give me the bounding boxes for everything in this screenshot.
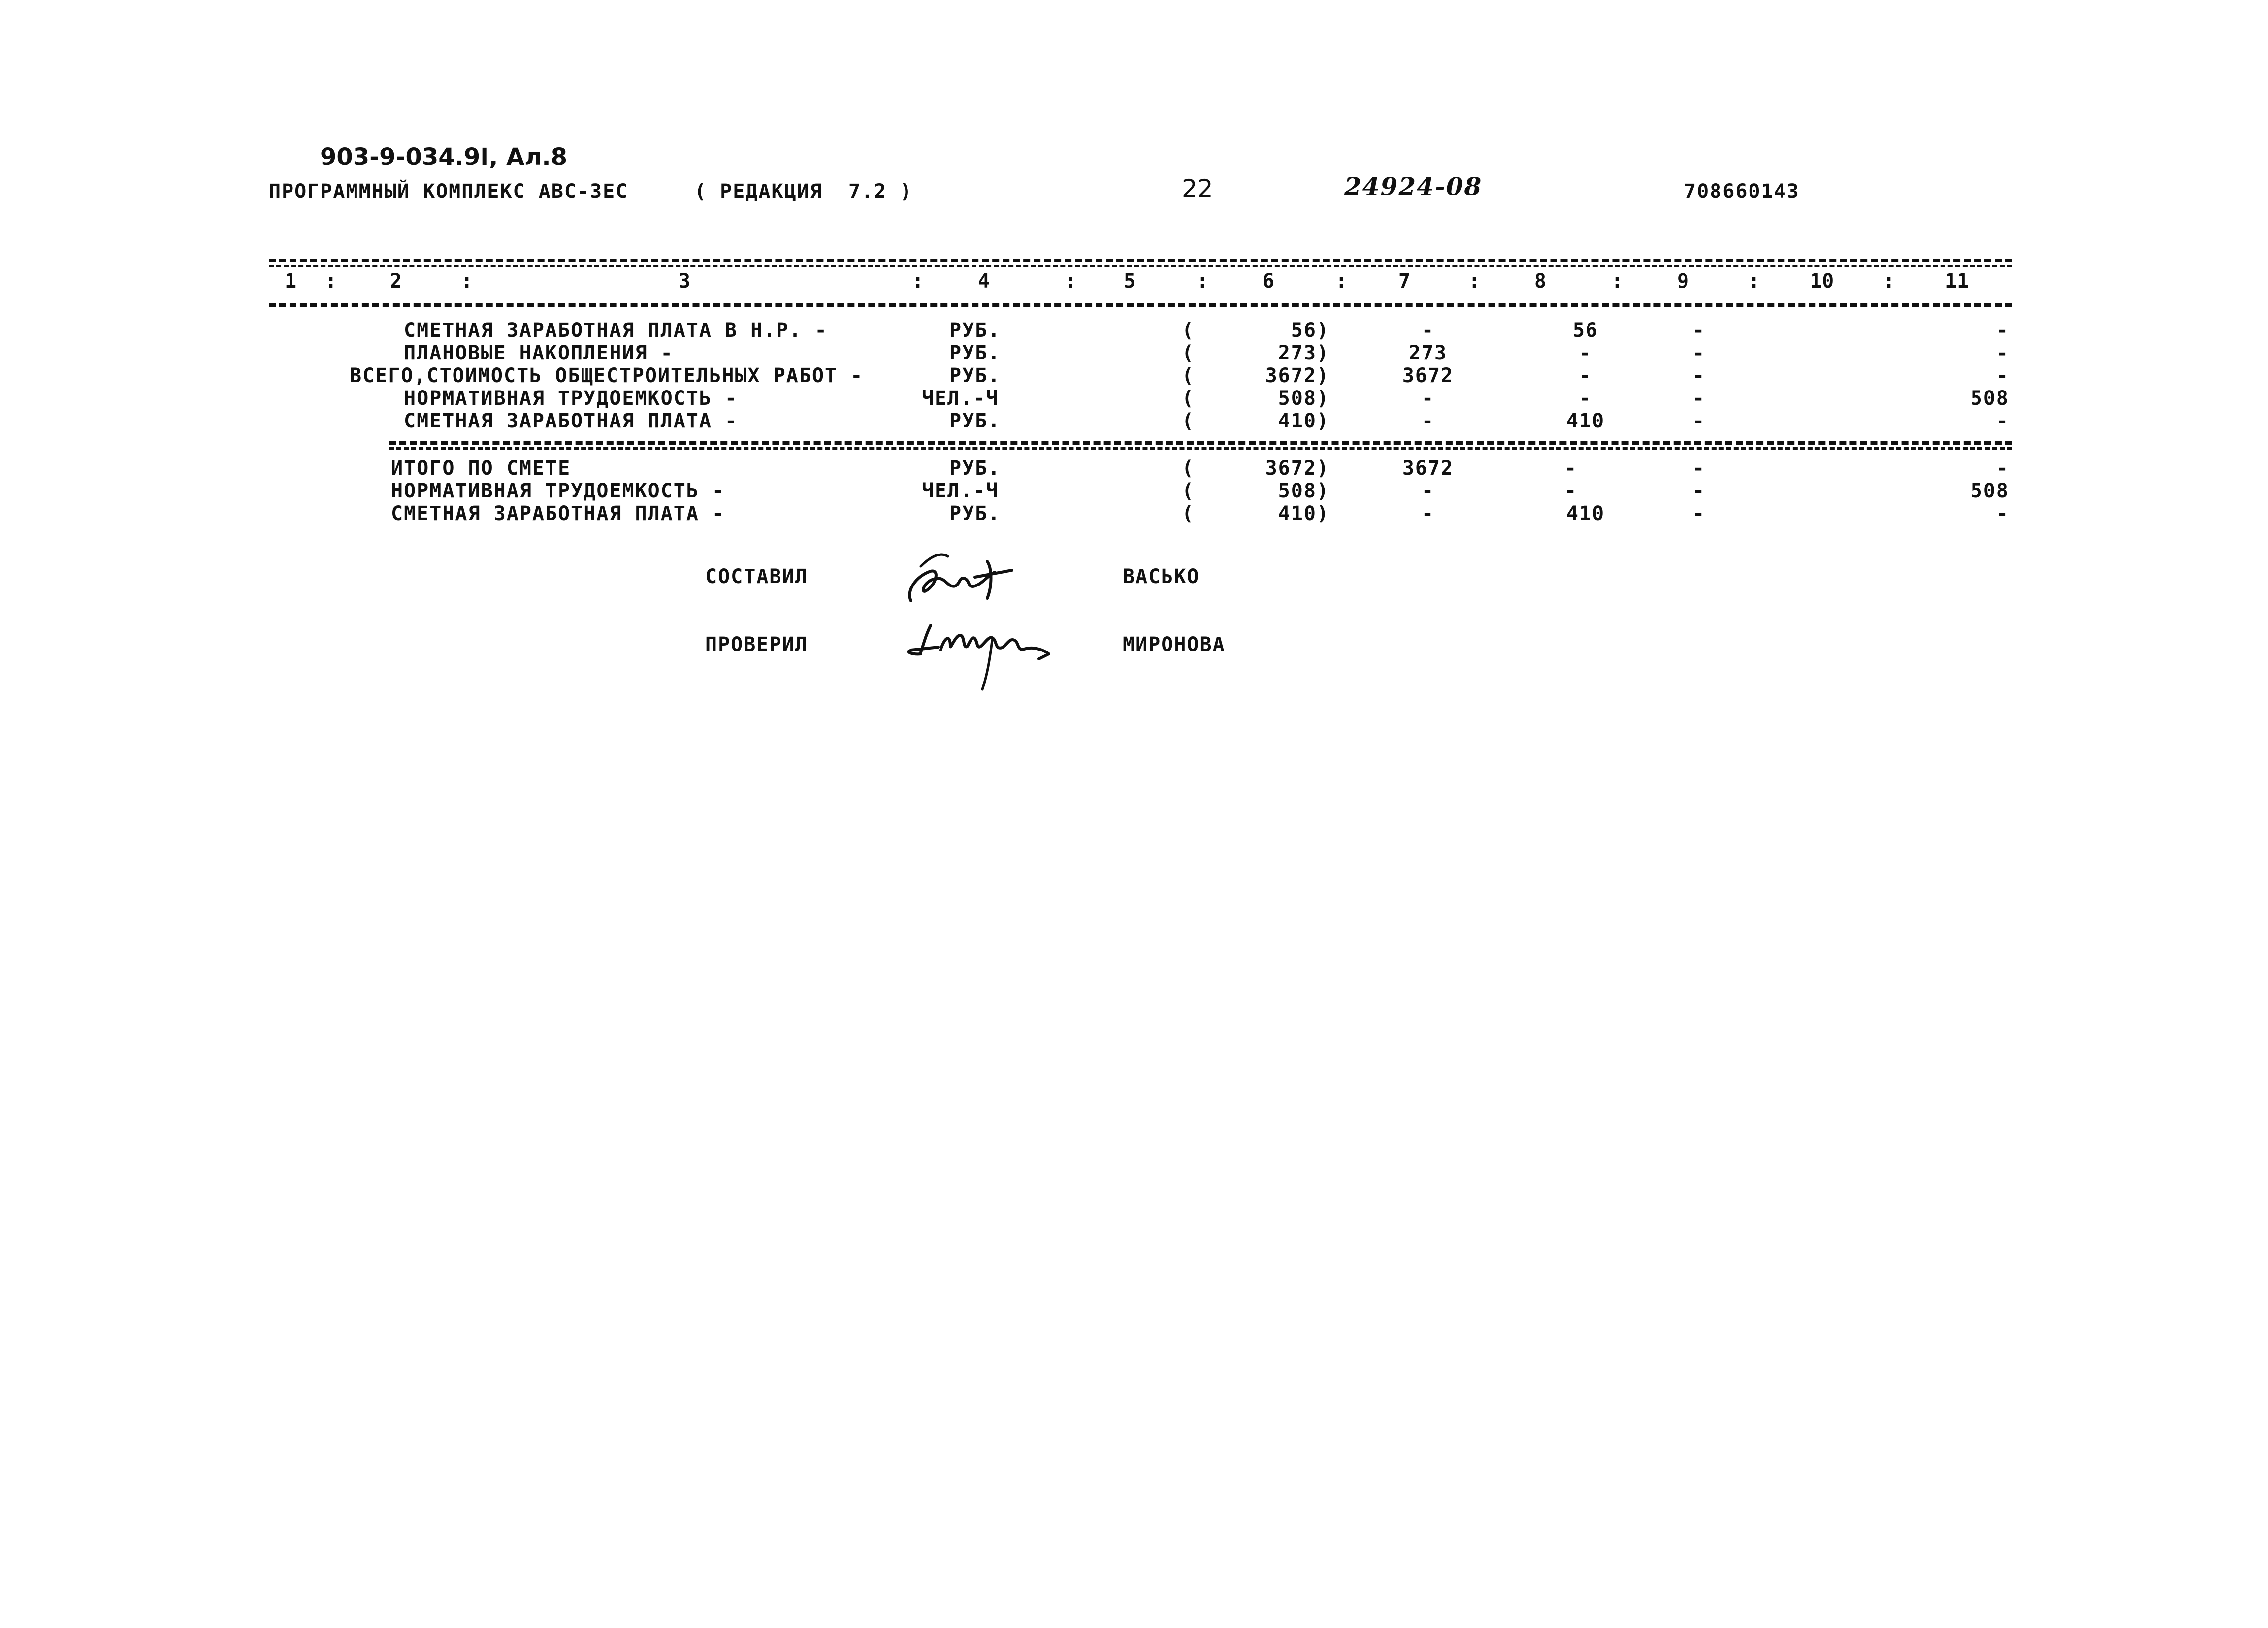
row-col7: 3672 [1402, 457, 1454, 480]
row-unit: РУБ. [949, 364, 1001, 387]
row-col9: - [1692, 364, 1706, 387]
column-separator: : [1883, 270, 1895, 293]
row-unit: РУБ. [949, 502, 1001, 525]
row-col8: 410 [1566, 502, 1605, 525]
column-separator: : [461, 270, 473, 293]
row-col6: 3672) [1265, 364, 1329, 387]
row-paren: ( [1182, 480, 1195, 502]
row-col9: - [1692, 480, 1706, 502]
row-col7: - [1421, 319, 1435, 342]
row-col11: - [1996, 457, 2009, 480]
section-divider-rule-2 [389, 447, 2012, 450]
signature-compiled [901, 542, 1024, 611]
row-col7: - [1421, 387, 1435, 410]
row-col8: - [1579, 387, 1592, 410]
row-unit: ЧЕЛ.-Ч [922, 387, 999, 410]
row-col6: 3672) [1265, 457, 1329, 480]
row-col6: 273) [1278, 342, 1329, 364]
column-number: 1 [285, 270, 297, 293]
row-name: НОРМАТИВНАЯ ТРУДОЕМКОСТЬ - [404, 387, 738, 410]
row-col9: - [1692, 457, 1706, 480]
page-number: 22 [1182, 174, 1213, 203]
row-paren: ( [1182, 364, 1195, 387]
row-unit: РУБ. [949, 319, 1001, 342]
column-number: 7 [1398, 270, 1411, 293]
table-top-rule-2 [269, 265, 2012, 267]
row-col11: - [1996, 319, 2009, 342]
table-top-rule [269, 259, 2012, 262]
row-paren: ( [1182, 410, 1195, 432]
row-paren: ( [1182, 319, 1195, 342]
row-col6: 508) [1278, 480, 1329, 502]
row-col6: 410) [1278, 502, 1329, 525]
row-name: ИТОГО ПО СМЕТЕ [391, 457, 571, 480]
row-col11: - [1996, 410, 2009, 432]
row-name: СМЕТНАЯ ЗАРАБОТНАЯ ПЛАТА - [404, 410, 738, 432]
column-separator: : [1748, 270, 1760, 293]
row-col7: 3672 [1402, 364, 1454, 387]
row-col6: 56) [1291, 319, 1329, 342]
row-unit: РУБ. [949, 457, 1001, 480]
row-col6: 410) [1278, 410, 1329, 432]
column-number: 9 [1677, 270, 1689, 293]
column-separator: : [325, 270, 337, 293]
row-col7: - [1421, 480, 1435, 502]
row-unit: РУБ. [949, 410, 1001, 432]
column-separator: : [912, 270, 924, 293]
row-col8: 410 [1566, 410, 1605, 432]
compiled-by-name: ВАСЬКО [1123, 565, 1200, 588]
row-col9: - [1692, 387, 1706, 410]
row-col7: - [1421, 502, 1435, 525]
column-separator: : [1065, 270, 1077, 293]
column-number: 3 [679, 270, 691, 293]
row-col7: - [1421, 410, 1435, 432]
column-separator: : [1197, 270, 1209, 293]
column-number: 4 [978, 270, 990, 293]
row-col8: - [1579, 364, 1592, 387]
column-number: 2 [390, 270, 402, 293]
column-separator: : [1468, 270, 1481, 293]
row-name: СМЕТНАЯ ЗАРАБОТНАЯ ПЛАТА В Н.Р. - [404, 319, 828, 342]
row-col8: - [1579, 342, 1592, 364]
row-col8: - [1564, 480, 1578, 502]
row-col11: 508 [1970, 480, 2009, 502]
row-col11: - [1996, 342, 2009, 364]
row-col7: 273 [1408, 342, 1448, 364]
column-separator: : [1335, 270, 1348, 293]
row-col9: - [1692, 502, 1706, 525]
row-name: НОРМАТИВНАЯ ТРУДОЕМКОСТЬ - [391, 480, 725, 502]
compiled-by-label: СОСТАВИЛ [705, 565, 808, 588]
column-number: 5 [1124, 270, 1136, 293]
handwritten-reference: 24924-08 [1344, 172, 1483, 201]
row-col11: 508 [1970, 387, 2009, 410]
row-col9: - [1692, 410, 1706, 432]
column-number: 8 [1534, 270, 1547, 293]
row-paren: ( [1182, 342, 1195, 364]
signature-checked [901, 616, 1088, 694]
row-col6: 508) [1278, 387, 1329, 410]
column-number: 10 [1810, 270, 1834, 293]
document-code: 903-9-034.9I, Ал.8 [320, 143, 568, 171]
row-name: СМЕТНАЯ ЗАРАБОТНАЯ ПЛАТА - [391, 502, 725, 525]
software-edition: ( РЕДАКЦИЯ 7.2 ) [694, 180, 913, 203]
row-col8: 56 [1572, 319, 1599, 342]
row-col9: - [1692, 342, 1706, 364]
row-col9: - [1692, 319, 1706, 342]
serial-number: 708660143 [1684, 180, 1800, 203]
column-number: 11 [1945, 270, 1969, 293]
row-paren: ( [1182, 387, 1195, 410]
row-paren: ( [1182, 457, 1195, 480]
row-unit: ЧЕЛ.-Ч [922, 480, 999, 502]
row-name: ВСЕГО,СТОИМОСТЬ ОБЩЕСТРОИТЕЛЬНЫХ РАБОТ - [350, 364, 864, 387]
row-col11: - [1996, 364, 2009, 387]
software-name: ПРОГРАММНЫЙ КОМПЛЕКС АВС-3ЕС [269, 180, 629, 203]
checked-by-label: ПРОВЕРИЛ [705, 633, 808, 656]
column-number: 6 [1263, 270, 1275, 293]
column-separator: : [1611, 270, 1623, 293]
row-col8: - [1564, 457, 1578, 480]
row-paren: ( [1182, 502, 1195, 525]
checked-by-name: МИРОНОВА [1123, 633, 1226, 656]
section-divider-rule [389, 441, 2012, 445]
row-unit: РУБ. [949, 342, 1001, 364]
column-header-rule [269, 303, 2012, 307]
row-col11: - [1996, 502, 2009, 525]
row-name: ПЛАНОВЫЕ НАКОПЛЕНИЯ - [404, 342, 674, 364]
